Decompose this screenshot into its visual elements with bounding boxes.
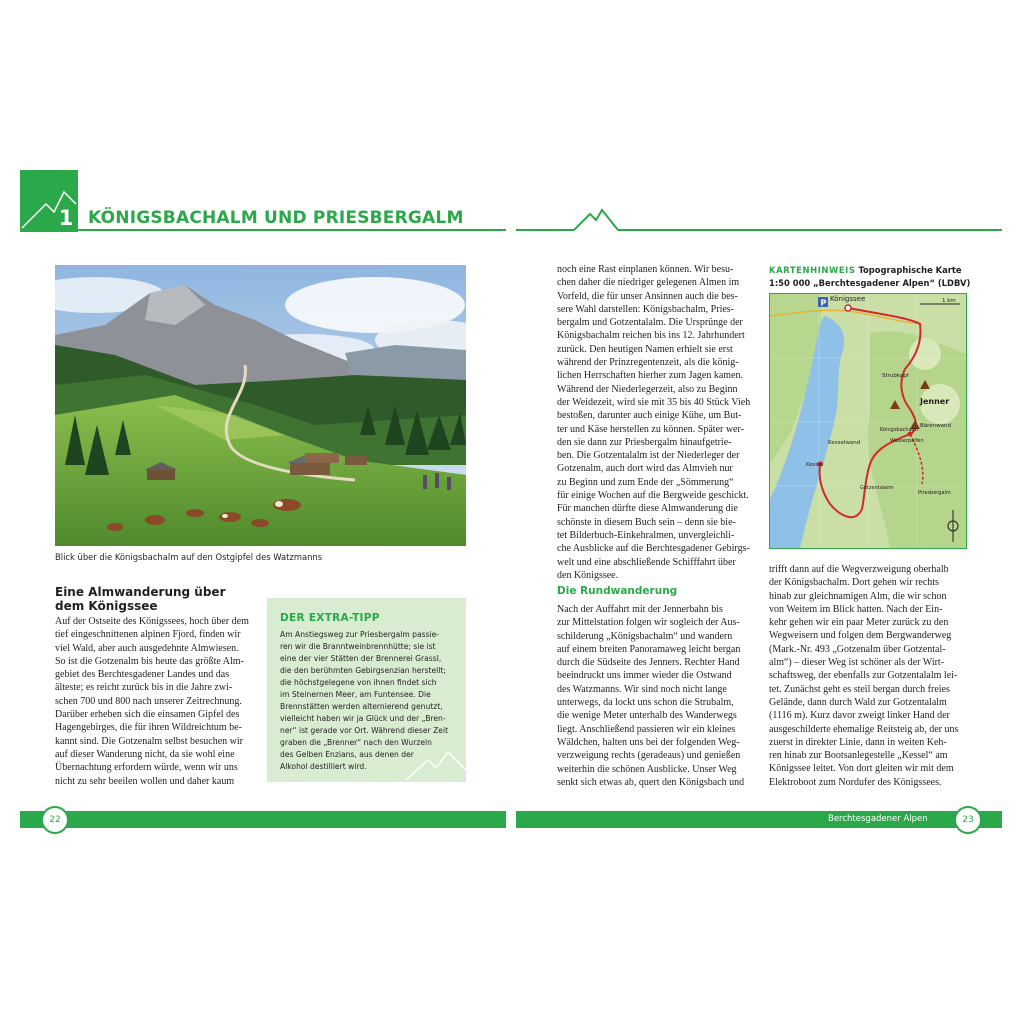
text-line: bestoßen, darunter auch einige Kühe, um But- xyxy=(557,410,742,422)
text-line: hinab zur gleichnamigen Alm, die wir schon xyxy=(769,590,947,602)
text-line: Übernachtung erfordern würde, wenn wir uns xyxy=(55,762,238,774)
text-line: viel Wald, aber auch ausgedehnte Almwiesen. xyxy=(55,642,239,654)
photo-caption: Blick über die Königsbachalm auf den Ostgipfel des Watzmanns xyxy=(55,552,323,562)
map-label-koenigssee: Königssee xyxy=(830,295,866,303)
text-line: verzweigung rechts (geradeaus) und genießen xyxy=(557,750,741,762)
text-line: zur Mittelstation folgen wir sogleich der Aus- xyxy=(557,617,740,629)
text-line: trifft dann auf die Wegverzweigung oberhalb xyxy=(769,564,949,575)
footer-bar-left xyxy=(20,811,506,828)
text-line: tief eingeschnittenen alpinen Fjord, finden wir xyxy=(55,629,241,641)
text-line: Auf der Ostseite des Königssees, hoch über dem xyxy=(55,616,249,627)
text-line: für einige Wochen auf die Bergweide geschickt. xyxy=(557,490,749,502)
text-line: ausgeschilderte ehemalige Reitsteig ab, der uns xyxy=(769,723,959,735)
text-line: Darüber erheben sich die einsamen Gipfel des xyxy=(55,709,240,721)
text-line: unterwegs, da lockt uns schon die Strubalm, xyxy=(557,697,734,709)
text-line: auf einem breiten Panoramaweg leicht bergan xyxy=(557,643,741,655)
text-line: Nach der Auffahrt mit der Jennerbahn bis xyxy=(557,604,723,615)
text-line: bergalm und Gotzentalalm. Die Ursprünge der xyxy=(557,317,743,329)
footer-bar-right xyxy=(516,811,1002,828)
text-line: Hagengebirges, die für ihren Wildreichtum be- xyxy=(55,722,242,734)
text-line: den Königssee. xyxy=(557,569,619,581)
text-line: senkt sich etwas ab, quert den Königsbach und xyxy=(557,776,745,788)
tip-line: eine der vier Stätten der Brennerei Grassl, xyxy=(280,654,442,663)
parking-icon: P xyxy=(820,298,827,308)
text-line: tet. Zunächst geht es steil bergan durch freies xyxy=(769,683,950,695)
map-label-kessel: Kessel xyxy=(806,462,824,468)
tip-line: Alkohol destilliert wird. xyxy=(280,762,367,771)
page-number-left: 22 xyxy=(41,806,69,834)
map-reference-title: Topographische Karte xyxy=(855,265,962,275)
tip-line: die höchstgelegene von ihnen findet sich xyxy=(280,678,437,687)
map-reference-keyword: KARTENHINWEIS xyxy=(769,265,856,275)
text-line: der Königsbachalm. Dort gehen wir rechts xyxy=(769,577,939,589)
map-label-kesselwand: Kesselwand xyxy=(828,440,861,446)
text-line: ren hinab zur Bootsanlegestelle „Kessel“ am xyxy=(769,750,948,762)
middle-column-text-top xyxy=(557,263,755,582)
text-line: So ist die Gotzenalm bis heute das größte Alm- xyxy=(55,655,244,667)
tip-mountain-icon xyxy=(406,748,466,782)
map-scale-label: 1 km xyxy=(942,298,956,304)
tip-line: ner“ ist gerade vor Ort. Während dieser Zeit xyxy=(280,726,449,735)
text-line: Königsbachalm reichen bis ins 12. Jahrhundert xyxy=(557,330,745,342)
map-label-strubkopf: Strubkopf xyxy=(882,373,909,379)
map-label-priesbergalm: Priesbergalm xyxy=(918,490,951,496)
map-label-koenigsbachalm: Königsbachalm xyxy=(880,427,918,433)
text-line: beeindruckt uns immer wieder die Ostwand xyxy=(557,670,732,682)
text-line: kannt sind. Die Gotzenalm selbst besuchen wir xyxy=(55,735,244,747)
extra-tip-box xyxy=(267,598,466,782)
text-line: schaftsweg, der ebenfalls zur Gotzentalalm lei- xyxy=(769,670,958,682)
header-rule-right-b xyxy=(618,229,1002,231)
text-line: tet Bilderbuch-Einkehralmen, unvergleichli- xyxy=(557,529,735,541)
route-subheading: Die Rundwanderung xyxy=(557,585,678,597)
mountain-divider-icon xyxy=(572,206,620,232)
map-reference-line1 xyxy=(769,264,979,277)
text-line: zu Beginn und zum Ende der „Sömmerung“ xyxy=(557,476,734,488)
tip-line: des Gelben Enzians, aus denen der xyxy=(280,750,414,759)
text-line: (Mark.-Nr. 493 „Gotzenalm über Gotzental- xyxy=(769,643,946,655)
route-map xyxy=(769,293,967,549)
text-line: älteste; es reicht zurück bis in die Jahre zwi- xyxy=(55,682,233,694)
text-line: schilderung „Königsbachalm“ und wandern xyxy=(557,630,733,642)
map-label-baerenwand: Bärenwand xyxy=(920,423,951,429)
chapter-number: 1 xyxy=(58,206,74,230)
text-line: Gelände, dann durch Wald zur Gotzentalalm xyxy=(769,696,947,708)
tip-line: ren wir die Branntweinbrennhütte; sie ist xyxy=(280,642,436,651)
map-label-wasserpalfen: Wasserpalfen xyxy=(890,438,924,444)
text-line: durch die Südseite des Jenners. Rechter Hand xyxy=(557,657,740,669)
text-line: nicht zu sehr beeilen wollen und daher kaum xyxy=(55,775,235,787)
text-line: che Ausblicke auf die Berchtesgadener Gebirgs- xyxy=(557,543,750,555)
section-heading-line1: Eine Almwanderung über xyxy=(55,585,226,599)
text-line: zuerst in direkter Linie, dann in weiten Keh- xyxy=(769,736,947,748)
text-line: Wegweisern und folgen dem Bergwanderweg xyxy=(769,630,952,642)
text-line: chen daher die niedriger gelegenen Almen im xyxy=(557,277,740,289)
section-heading xyxy=(55,585,260,613)
text-line: alm“) – dieser Weg ist schöner als der Wirt- xyxy=(769,657,945,669)
text-line: Für manchen dürfte diese Almwanderung die xyxy=(557,503,738,515)
footer-region-label: Berchtesgadener Alpen xyxy=(828,814,928,824)
text-line: zurück. Den heutigen Namen erhielt sie erst xyxy=(557,343,733,355)
text-line: sere Wahl darstellen: Königsbachalm, Pries- xyxy=(557,303,735,315)
chapter-title: KÖNIGSBACHALM UND PRIESBERGALM xyxy=(88,208,464,228)
text-line: weiterhin die schönen Ausblicke. Unser Weg xyxy=(557,763,737,775)
tip-line: Brennstätten werden alternierend genutzt, xyxy=(280,702,443,711)
text-line: ben. Die Gotzentalalm ist der Niederleger der xyxy=(557,450,740,462)
text-line: auf dieser Wanderung nicht, da sie wohl eine xyxy=(55,748,235,760)
text-line: des Watzmanns. Wir sind noch nicht lange xyxy=(557,683,727,695)
text-line: während der Prinzregentenzeit, als die könig- xyxy=(557,357,739,369)
text-line: lichen Herrschaften hierher zum Jagen kamen. xyxy=(557,370,744,382)
map-label-gotzentalalm: Gotzentalalm xyxy=(860,485,894,491)
page-number-right: 23 xyxy=(954,806,982,834)
text-line: Gotzenalm, auch dort wird das Almvieh nur xyxy=(557,463,733,475)
text-line: den sie dann zur Priesbergalm hinaufgetrie- xyxy=(557,436,732,448)
text-line: Während der Niederlegerzeit, also zu Beginn xyxy=(557,383,738,395)
section-heading-line2: dem Königssee xyxy=(55,599,158,613)
text-line: welt und eine abschließende Schifffahrt über xyxy=(557,556,736,568)
text-line: die wenige Meter unterhalb des Wanderwegs xyxy=(557,710,737,722)
text-line: (1116 m). Kurz davor zweigt linker Hand der xyxy=(769,710,950,722)
map-reference xyxy=(769,264,979,290)
right-column-text xyxy=(769,563,967,789)
text-line: ter und Käse herstellen zu können. Später wer- xyxy=(557,423,744,435)
tip-line: graben die „Brenner“ nach den Wurzeln xyxy=(280,738,432,747)
tip-line: vielleicht haben wir ja Glück und der „Bren- xyxy=(280,714,446,723)
text-line: schönste in diesem Buch sein – denn sie bie- xyxy=(557,516,736,528)
landscape-photo xyxy=(55,265,466,546)
left-column-text xyxy=(55,615,254,788)
tip-line: im Steinernen Meer, am Funtensee. Die xyxy=(280,690,431,699)
tip-line: Am Anstiegsweg zur Priesbergalm passie- xyxy=(280,630,440,639)
text-line: Wäldchen, halten uns bei der folgenden Weg- xyxy=(557,736,740,748)
text-line: kehr gehen wir ein paar Meter zurück zu den xyxy=(769,617,949,629)
header-rule-right-a xyxy=(516,229,574,231)
text-line: Vorfeld, die für unser Ansinnen auch die bes- xyxy=(557,290,738,302)
text-line: der Weidezeit, wird sie mit 35 bis 40 Stück Vieh xyxy=(557,396,751,408)
tip-line: die den berühmten Gebirgsenzian herstellt; xyxy=(280,666,446,675)
text-line: schen 700 und 800 nach unserer Zeitrechnung. xyxy=(55,695,242,707)
map-reference-line2: 1:50 000 „Berchtesgadener Alpen“ (LDBV) xyxy=(769,278,971,288)
text-line: noch eine Rast einplanen können. Wir besu- xyxy=(557,264,734,275)
tip-title: DER EXTRA-TIPP xyxy=(280,612,380,624)
text-line: von Weitem im Blick hatten. Nach der Ein- xyxy=(769,603,943,615)
text-line: Elektroboot zum Nordufer des Königssees. xyxy=(769,776,942,788)
text-line: Königssee leitet. Von dort gleiten wir mit dem xyxy=(769,763,954,775)
header-rule-left xyxy=(78,229,506,231)
middle-column-text-bottom xyxy=(557,603,755,789)
map-label-jenner: Jenner xyxy=(920,397,950,406)
text-line: liegt. Anschließend passieren wir ein kleines xyxy=(557,723,736,735)
text-line: gebiet des Berchtesgadener Landes und das xyxy=(55,669,230,681)
